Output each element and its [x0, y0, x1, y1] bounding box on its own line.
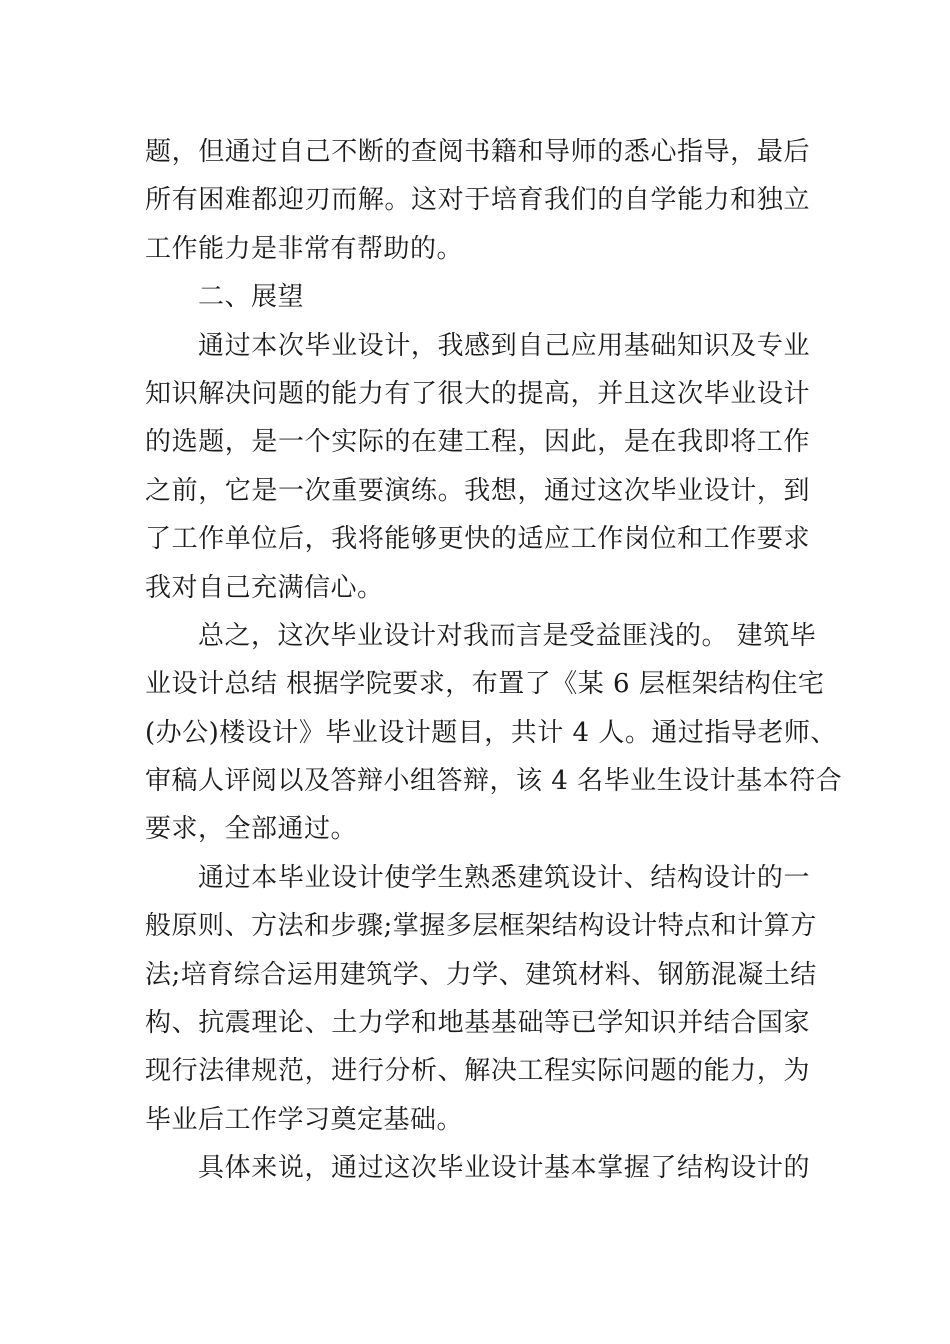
text-line: 具体来说，通过这次毕业设计基本掌握了结构设计的: [198, 1153, 810, 1184]
text-line: 通过本毕业设计使学生熟悉建筑设计、结构设计的一: [198, 862, 810, 893]
document-body: [145, 128, 843, 1193]
text-line: 我对自己充满信心。: [145, 572, 384, 603]
text-line: 构、抗震理论、土力学和地基基础等已学知识并结合国家: [145, 1008, 810, 1039]
text-line: 法;培育综合运用建筑学、力学、建筑材料、钢筋混凝土结: [145, 959, 817, 990]
text-line: (办公)楼设计》毕业设计题目，共计 4 人。通过指导老师、: [145, 717, 837, 748]
text-line: 知识解决问题的能力有了很大的提高，并且这次毕业设计: [145, 378, 810, 409]
text-line: 通过本次毕业设计，我感到自己应用基础知识及专业: [198, 330, 810, 361]
text-line: 毕业后工作学习奠定基础。: [145, 1104, 464, 1135]
text-line: 现行法律规范，进行分析、解决工程实际问题的能力，为: [145, 1056, 810, 1087]
text-line: 般原则、方法和步骤;掌握多层框架结构设计特点和计算方: [145, 911, 817, 942]
text-line: 要求，全部通过。: [145, 814, 358, 845]
text-line: 总之，这次毕业设计对我而言是受益匪浅的。 建筑毕: [198, 620, 817, 651]
text-line: 之前，它是一次重要演练。我想，通过这次毕业设计，到: [145, 475, 810, 506]
text-line: 所有困难都迎刃而解。这对于培育我们的自学能力和独立: [145, 185, 810, 216]
text-line: 业设计总结 根据学院要求，布置了《某 6 层框架结构住宅: [145, 669, 825, 700]
text-line: 审稿人评阅以及答辩小组答辩，该 4 名毕业生设计基本符合: [145, 766, 843, 797]
section-heading: 二、展望: [198, 282, 305, 313]
text-line: 题，但通过自己不断的查阅书籍和导师的悉心指导，最后: [145, 137, 810, 167]
text-line: 工作能力是非常有帮助的。: [145, 233, 464, 264]
text-line: 了工作单位后，我将能够更快的适应工作岗位和工作要求: [145, 524, 810, 555]
text-line: 的选题，是一个实际的在建工程，因此，是在我即将工作: [145, 427, 810, 458]
